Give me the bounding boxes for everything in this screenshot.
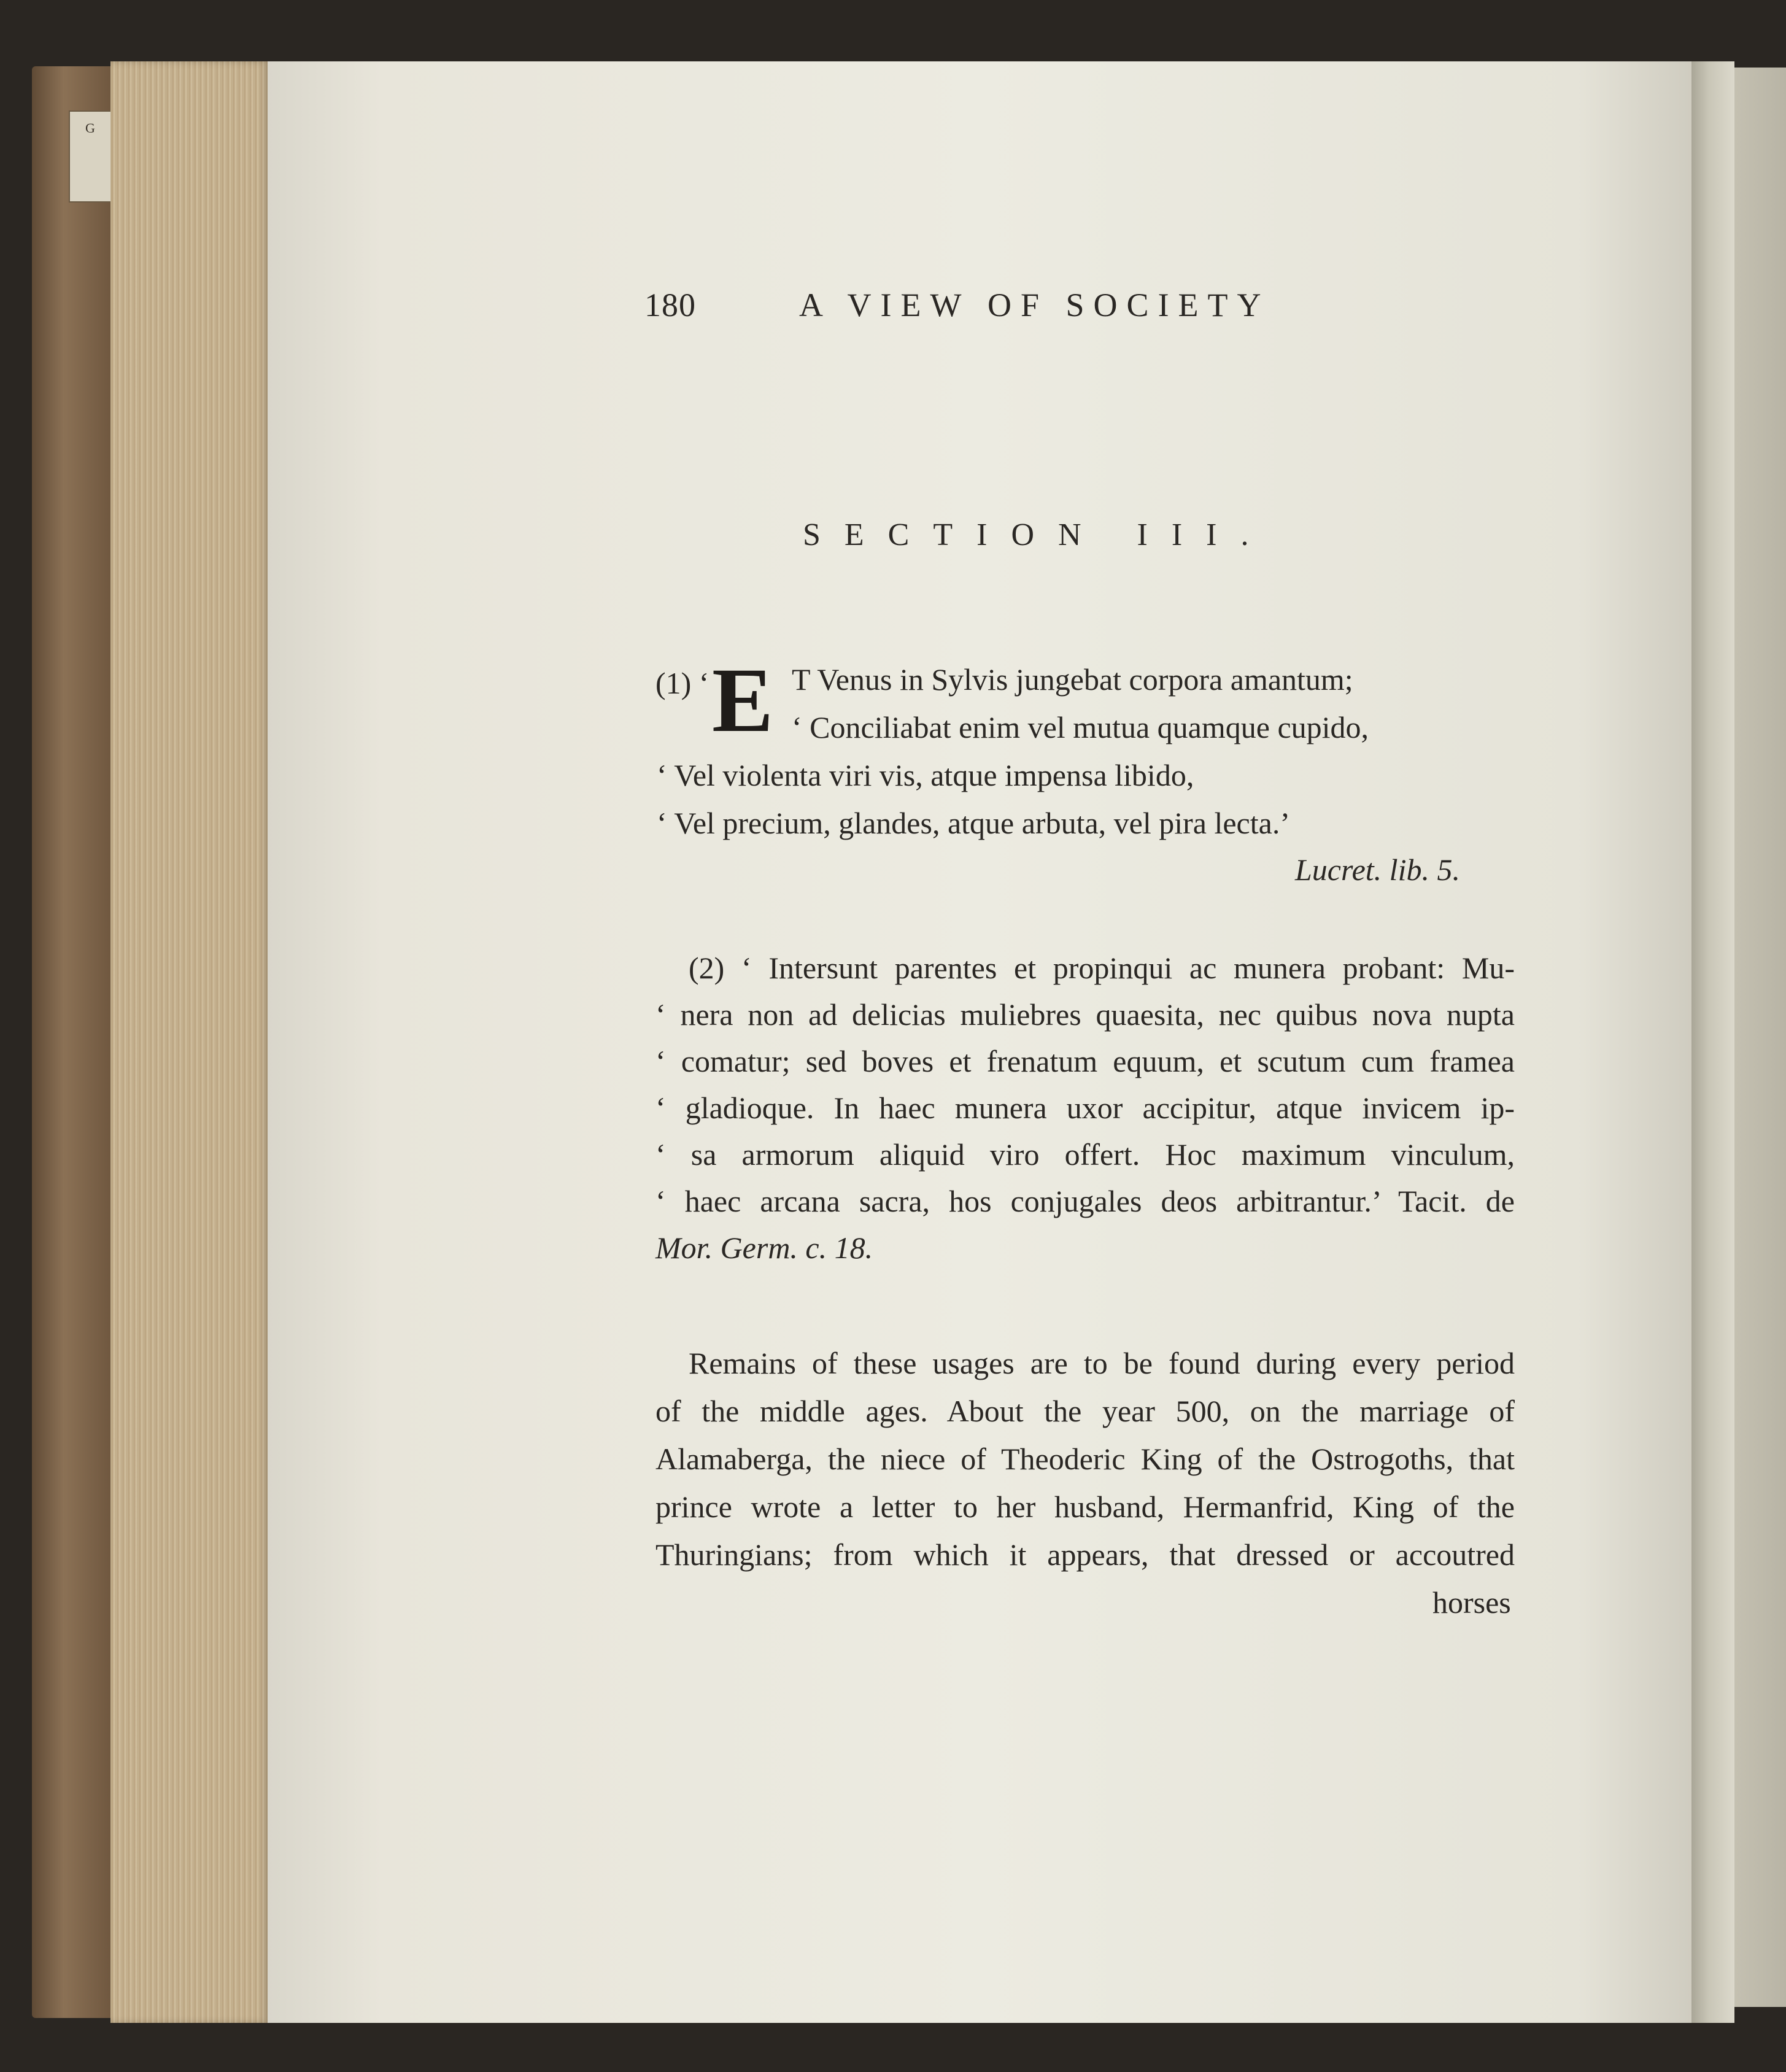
verse-line: ‘ Vel violenta viri vis, atque impensa libido, — [657, 758, 1194, 792]
verse-citation: Lucret. lib. 5. — [1295, 852, 1460, 887]
page-number: 180 — [644, 287, 696, 323]
spine-label: G — [69, 110, 112, 203]
verse-line: T Venus in Sylvis jungebat corpora amantum; — [792, 662, 1353, 697]
section-title: SECTION III. — [803, 517, 1273, 552]
gutter-edge — [1691, 61, 1734, 2023]
page-header — [644, 286, 1393, 335]
verse-marker: (1) ‘ — [655, 666, 709, 700]
verse-line: ‘ Vel precium, glandes, atque arbuta, vel pira lecta.’ — [657, 806, 1290, 840]
body-line: prince wrote a letter to her husband, Hermanfrid, King of the — [655, 1490, 1515, 1524]
body-line: Thuringians; from which it appears, that dressed or accoutred — [655, 1537, 1515, 1572]
drop-cap: E — [712, 649, 774, 751]
note-line: Mor. Germ. c. 18. — [655, 1231, 873, 1265]
note-line: ‘ gladioque. In haec munera uxor accipitur, atque invicem ip- — [655, 1091, 1515, 1125]
verse-line: ‘ Conciliabat enim vel mutua quamque cupido, — [792, 710, 1369, 744]
page-block-edges — [110, 61, 270, 2023]
facing-page — [1734, 68, 1786, 2007]
body-line: Alamaberga, the niece of Theoderic King of the Ostrogoths, that — [655, 1442, 1515, 1476]
body-line: Remains of these usages are to be found during every period — [689, 1346, 1515, 1380]
note-line: ‘ comatur; sed boves et frenatum equum, et scutum cum framea — [655, 1044, 1515, 1078]
catchword: horses — [1432, 1585, 1511, 1620]
note-line: ‘ haec arcana sacra, hos conjugales deos arbitrantur.’ Tacit. de — [655, 1184, 1515, 1218]
note-line: (2) ‘ Intersunt parentes et propinqui ac munera probant: Mu- — [689, 951, 1515, 985]
body-line: of the middle ages. About the year 500, on the marriage of — [655, 1394, 1515, 1428]
book-page — [268, 61, 1691, 2023]
book-cover-left — [32, 66, 112, 2018]
note-line: ‘ sa armorum aliquid viro offert. Hoc maximum vinculum, — [655, 1137, 1515, 1172]
note-line: ‘ nera non ad delicias muliebres quaesita, nec quibus nova nupta — [655, 997, 1515, 1032]
running-head: A VIEW OF SOCIETY — [799, 287, 1270, 323]
